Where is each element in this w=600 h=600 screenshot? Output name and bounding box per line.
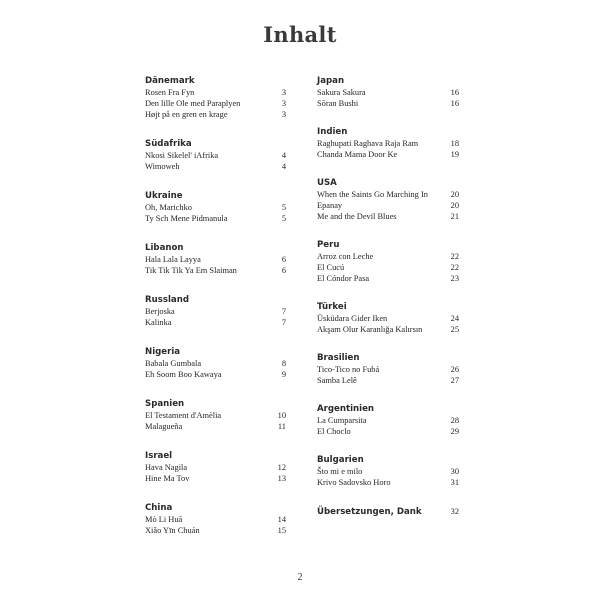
entry-page: 4 — [281, 151, 286, 160]
toc-entry[interactable] — [317, 313, 459, 324]
entry-title: Hine Ma Tov — [145, 474, 190, 483]
entry-title: Wimoweh — [145, 162, 180, 171]
entry-page: 16 — [450, 88, 459, 97]
toc-section — [145, 295, 286, 328]
entry-title: Nkosi Sikelel' iAfrika — [145, 151, 219, 160]
entry-title: Højt på en gren en krage — [145, 110, 228, 119]
toc-section — [145, 76, 286, 120]
entry-title: Tik Tik Tik Ya Em Slaiman — [145, 266, 237, 275]
entry-title: Samba Lelê — [317, 376, 357, 385]
section-heading: Ukraine — [145, 191, 183, 201]
toc-left-column — [145, 76, 286, 555]
entry-page: 4 — [281, 162, 286, 171]
toc-section — [317, 506, 459, 517]
toc-entry[interactable] — [145, 213, 286, 224]
entry-title: Arroz con Leche — [317, 252, 374, 261]
toc-entry[interactable] — [145, 87, 286, 98]
toc-section — [317, 353, 459, 386]
toc-entry[interactable] — [317, 375, 459, 386]
entry-page: 5 — [281, 203, 286, 212]
toc-section — [317, 127, 459, 160]
section-heading: Argentinien — [317, 404, 375, 414]
section-heading: Übersetzungen, Dank — [317, 507, 422, 517]
entry-title: When the Saints Go Marching In — [317, 190, 428, 199]
entry-page: 7 — [281, 318, 286, 327]
toc-entry[interactable] — [145, 410, 286, 421]
section-heading: Libanon — [145, 243, 184, 253]
entry-title: Kalinka — [145, 318, 172, 327]
entry-title: Što mi e milo — [317, 467, 363, 476]
toc-entry[interactable] — [317, 364, 459, 375]
entry-title: Babala Gumbala — [145, 359, 202, 368]
toc-entry[interactable] — [317, 466, 459, 477]
section-heading: Nigeria — [145, 347, 181, 357]
section-heading: USA — [317, 178, 337, 188]
section-heading: Dänemark — [145, 76, 195, 86]
toc-entry[interactable] — [145, 317, 286, 328]
entry-page: 10 — [277, 411, 286, 420]
section-heading: Israel — [145, 451, 173, 461]
toc-entry[interactable] — [145, 306, 286, 317]
toc-entry[interactable] — [145, 202, 286, 213]
entry-title: Akşam Olur Karanlığa Kalırsın — [317, 325, 423, 334]
page-number: 2 — [297, 572, 303, 583]
entry-page: 15 — [277, 526, 286, 535]
toc-entry[interactable] — [317, 415, 459, 426]
entry-title: Sakura Sakura — [317, 88, 366, 97]
toc-entry[interactable] — [317, 189, 459, 200]
entry-title: Krivo Sadovsko Horo — [317, 478, 391, 487]
toc-entry[interactable] — [145, 358, 286, 369]
toc-entry[interactable] — [317, 262, 459, 273]
section-heading: Japan — [317, 76, 345, 86]
toc-entry[interactable] — [145, 161, 286, 172]
toc-entry[interactable] — [317, 426, 459, 437]
section-heading: Bulgarien — [317, 455, 364, 465]
toc-entry[interactable] — [317, 138, 459, 149]
entry-title: El Cucú — [317, 263, 345, 272]
entry-page: 32 — [450, 507, 459, 516]
toc-entry[interactable] — [317, 506, 459, 517]
toc-entry[interactable] — [317, 149, 459, 160]
entry-page: 28 — [450, 416, 459, 425]
entry-title: Eh Soom Boo Kawaya — [145, 370, 222, 379]
toc-entry[interactable] — [317, 273, 459, 284]
entry-title: Tico-Tico no Fubá — [317, 365, 380, 374]
section-heading: China — [145, 503, 173, 513]
entry-page: 23 — [450, 274, 459, 283]
entry-page: 8 — [281, 359, 286, 368]
entry-page: 6 — [281, 255, 286, 264]
toc-entry[interactable] — [145, 98, 286, 109]
entry-title: Malagueña — [145, 422, 183, 431]
entry-page: 31 — [450, 478, 459, 487]
entry-title: Rosen Fra Fyn — [145, 88, 195, 97]
toc-entry[interactable] — [317, 200, 459, 211]
entry-title: Hava Nagila — [145, 463, 188, 472]
entry-page: 26 — [450, 365, 459, 374]
entry-title: Ty Sch Mene Pidmanula — [145, 214, 228, 223]
toc-section — [317, 404, 459, 437]
toc-section — [317, 178, 459, 222]
toc-entry[interactable] — [145, 421, 286, 432]
entry-page: 5 — [281, 214, 286, 223]
entry-title: Xiǎo Yīn Chuán — [145, 526, 200, 535]
toc-entry[interactable] — [317, 324, 459, 335]
toc-section — [145, 347, 286, 380]
section-heading: Russland — [145, 295, 189, 305]
toc-section — [317, 455, 459, 488]
toc-entry[interactable] — [317, 251, 459, 262]
toc-entry[interactable] — [317, 87, 459, 98]
entry-page: 20 — [450, 190, 459, 199]
entry-title: Raghupati Raghava Raja Ram — [317, 139, 419, 148]
entry-page: 16 — [450, 99, 459, 108]
section-heading: Türkei — [317, 302, 347, 312]
entry-page: 29 — [450, 427, 459, 436]
entry-page: 18 — [450, 139, 459, 148]
entry-title: Epanay — [317, 201, 343, 210]
toc-section — [145, 243, 286, 276]
entry-title: El Choclo — [317, 427, 351, 436]
toc-section — [145, 503, 286, 536]
entry-title: Den lille Ole med Paraplyen — [145, 99, 241, 108]
section-heading: Spanien — [145, 399, 185, 409]
entry-title: El Cóndor Pasa — [317, 274, 370, 283]
toc-entry[interactable] — [145, 109, 286, 120]
entry-page: 3 — [281, 88, 286, 97]
toc-entry[interactable] — [145, 254, 286, 265]
entry-page: 30 — [450, 467, 459, 476]
section-heading: Indien — [317, 127, 348, 137]
toc-section — [145, 191, 286, 224]
toc-section — [145, 451, 286, 484]
toc-section — [145, 139, 286, 172]
entry-title: Sōran Bushi — [317, 99, 359, 108]
entry-title: La Cumparsita — [317, 416, 367, 425]
toc-entry[interactable] — [145, 525, 286, 536]
section-heading: Brasilien — [317, 353, 360, 363]
entry-title: Üsküdara Gider Iken — [317, 314, 388, 323]
section-heading: Peru — [317, 240, 340, 250]
entry-page: 3 — [281, 110, 286, 119]
entry-page: 21 — [450, 212, 459, 221]
toc-right-column — [317, 76, 459, 535]
entry-page: 24 — [450, 314, 459, 323]
toc-section — [317, 240, 459, 284]
entry-page: 14 — [277, 515, 286, 524]
entry-title: El Testament d'Amèlia — [145, 411, 222, 420]
entry-title: Oh, Marichko — [145, 203, 192, 212]
entry-page: 9 — [281, 370, 286, 379]
entry-title: Berjoska — [145, 307, 175, 316]
entry-page: 13 — [277, 474, 286, 483]
toc-entry[interactable] — [145, 514, 286, 525]
page-title: Inhalt — [263, 22, 337, 47]
toc-section — [317, 302, 459, 335]
entry-page: 22 — [450, 263, 459, 272]
toc-entry[interactable] — [145, 473, 286, 484]
toc-entry[interactable] — [145, 265, 286, 276]
entry-page: 12 — [277, 463, 286, 472]
toc-entry[interactable] — [145, 462, 286, 473]
toc-entry[interactable] — [145, 369, 286, 380]
entry-title: Hala Lala Layya — [145, 255, 201, 264]
entry-page: 11 — [277, 422, 286, 431]
entry-page: 19 — [450, 150, 459, 159]
entry-page: 7 — [281, 307, 286, 316]
toc-entry[interactable] — [317, 211, 459, 222]
toc-entry[interactable] — [145, 150, 286, 161]
toc-entry[interactable] — [317, 98, 459, 109]
entry-title: Me and the Devil Blues — [317, 212, 397, 221]
toc-section — [145, 399, 286, 432]
entry-title: Chanda Mama Door Ke — [317, 150, 398, 159]
entry-page: 3 — [281, 99, 286, 108]
entry-page: 27 — [450, 376, 459, 385]
section-heading: Südafrika — [145, 139, 192, 149]
entry-title: Mò Li Huā — [145, 515, 183, 524]
entry-page: 6 — [281, 266, 286, 275]
entry-page: 20 — [450, 201, 459, 210]
entry-page: 25 — [450, 325, 459, 334]
toc-section — [317, 76, 459, 109]
entry-page: 22 — [450, 252, 459, 261]
toc-entry[interactable] — [317, 477, 459, 488]
